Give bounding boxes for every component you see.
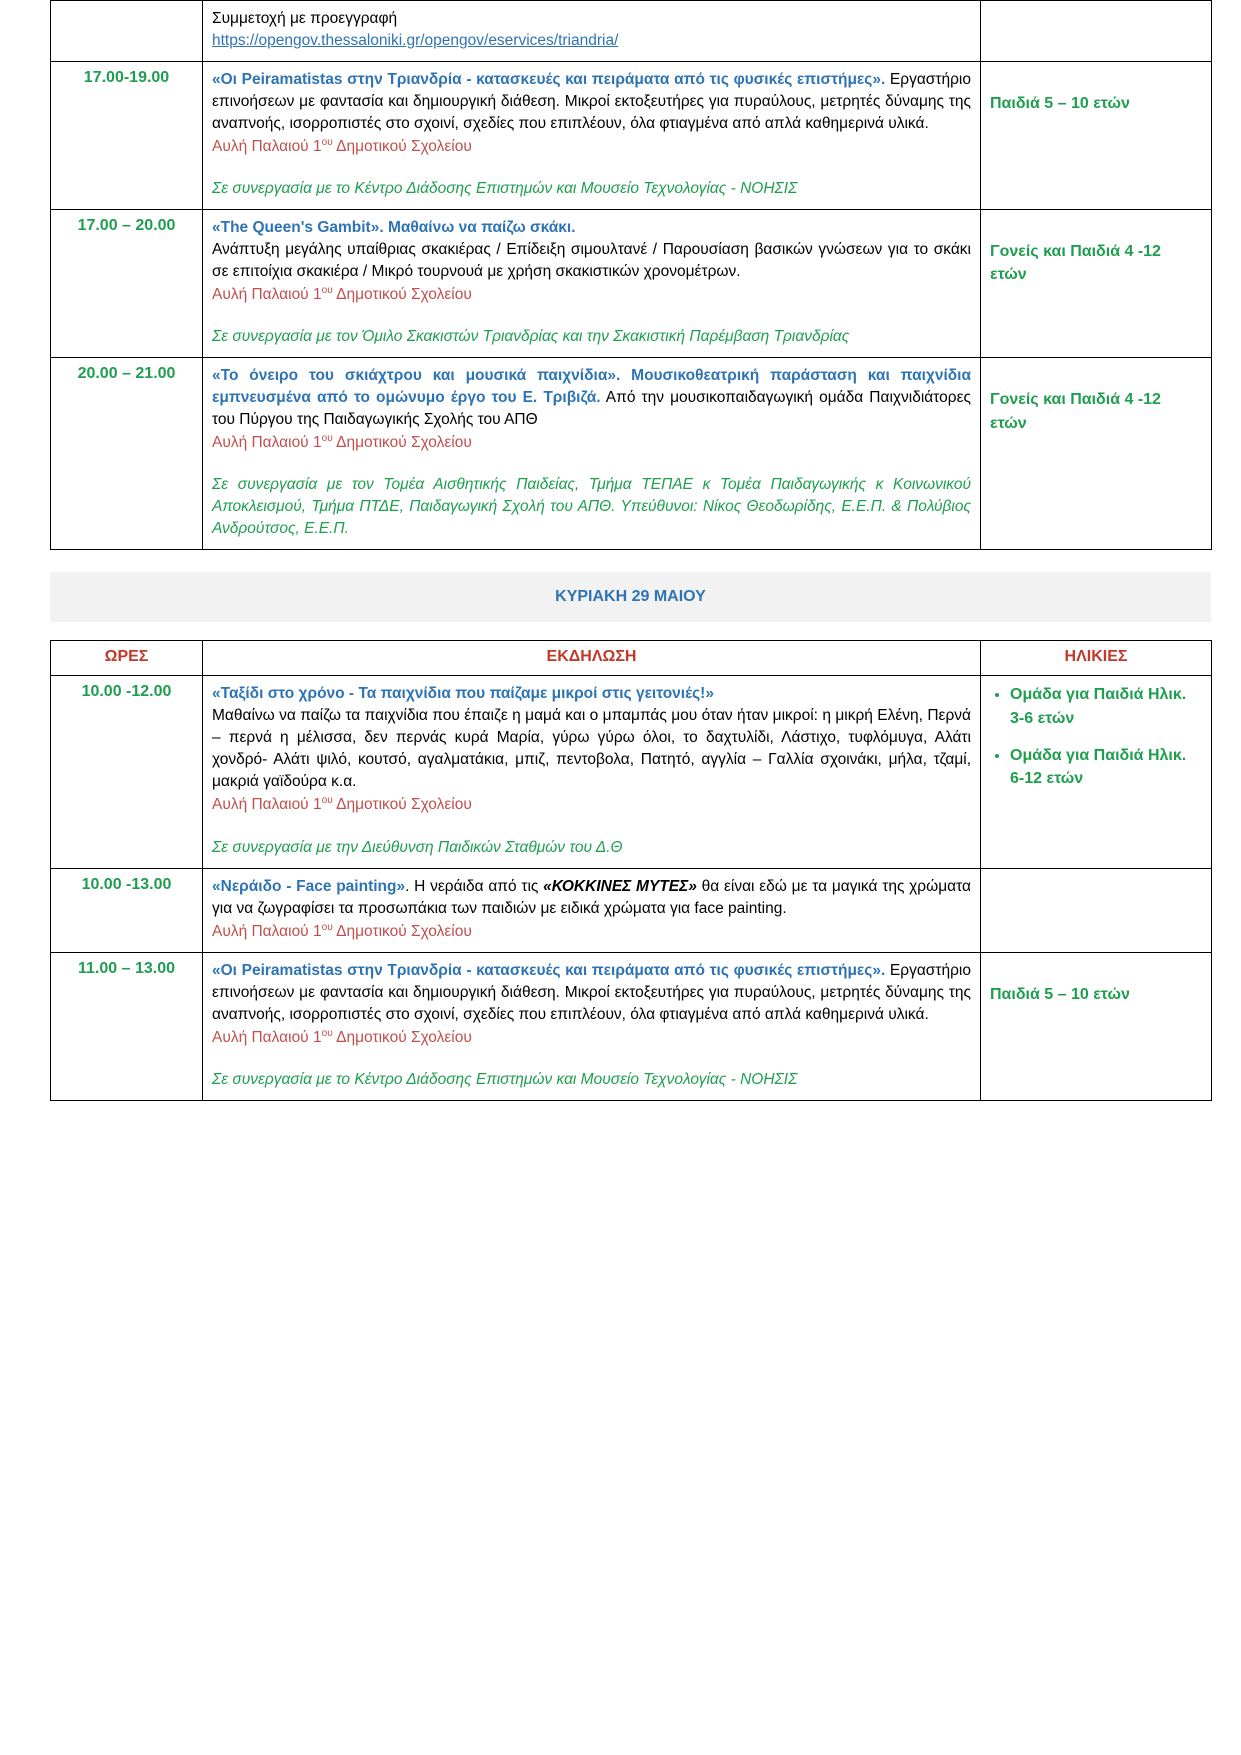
row-ages: Γονείς και Παιδιά 4 -12 ετών <box>981 210 1212 358</box>
place-prefix: Αυλή Παλαιού 1 <box>212 796 322 814</box>
row-event <box>203 1 981 62</box>
row-hours: 17.00-19.00 <box>51 62 203 210</box>
row-event <box>203 952 981 1100</box>
row-ages: Γονείς και Παιδιά 4 -12 ετών <box>981 358 1212 550</box>
row-hours: 10.00 -12.00 <box>51 676 203 868</box>
table-row <box>51 676 1212 868</box>
event-body-b: θα είναι εδώ με τα μαγικά της χρώματα για να ζωγραφίσει τα προσωπάκια των παιδιών με ειδικά χρώματα για face painting. <box>212 877 971 917</box>
table-row <box>51 952 1212 1100</box>
event-title: «Ταξίδι στο χρόνο - Τα παιχνίδια που παίζαμε μικροί στις γειτονιές!» <box>212 685 714 703</box>
place-ordinal: ου <box>321 795 333 807</box>
table-header-row <box>51 641 1212 676</box>
event-place <box>212 284 971 306</box>
schedule-table-saturday <box>50 0 1212 550</box>
place-suffix: Δημοτικού Σχολείου <box>332 1028 472 1046</box>
place-suffix: Δημοτικού Σχολείου <box>332 434 472 452</box>
place-ordinal: ου <box>321 433 333 445</box>
place-ordinal: ου <box>321 285 333 297</box>
place-prefix: Αυλή Παλαιού 1 <box>212 138 322 156</box>
row-event <box>203 358 981 550</box>
event-cooperation: Σε συνεργασία με τον Όμιλο Σκακιστών Τριανδρίας και την Σκακιστική Παρέμβαση Τριανδρίας <box>212 328 850 346</box>
list-item: • Ομάδα για Παιδιά Ηλικ. 3-6 ετών <box>1010 683 1202 729</box>
table-row <box>51 358 1212 550</box>
table-row <box>51 1 1212 62</box>
event-body: Ανάπτυξη μεγάλης υπαίθριας σκακιέρας / Επίδειξη σιμουλτανέ / Παρουσίαση βασικών γνώσεων για το σκάκι σε επιτοίχια σκακιέρα / Μικρό τουρνουά με χρήση σκακιστικών χρονομέτρων. <box>212 241 971 281</box>
row-event <box>203 868 981 952</box>
place-prefix: Αυλή Παλαιού 1 <box>212 286 322 304</box>
event-title: «Νεράιδο - Face painting» <box>212 877 406 895</box>
event-place <box>212 432 971 454</box>
header-hours: ΩΡΕΣ <box>51 641 203 676</box>
place-suffix: Δημοτικού Σχολείου <box>332 922 472 940</box>
event-body: Εργαστήριο επινοήσεων με φαντασία και δημιουργική διάθεση. Μικροί εκτοξευτήρες για πυραύλους, μετρητές δύναμης της αναπνοής, ισορροπιστές στο σχοινί, σχεδίες που επιπλέουν, όλα φτιαγμένα από απλά καθημερινά υλικά. <box>212 961 971 1023</box>
place-prefix: Αυλή Παλαιού 1 <box>212 1028 322 1046</box>
event-cooperation: Σε συνεργασία με την Διεύθυνση Παιδικών Σταθμών του Δ.Θ <box>212 838 623 856</box>
event-cooperation: Σε συνεργασία με το Κέντρο Διάδοσης Επιστημών και Μουσείο Τεχνολογίας - ΝΟΗΣΙΣ <box>212 1070 798 1088</box>
event-cooperation: Σε συνεργασία με τον Τομέα Αισθητικής Παιδείας, Τμήμα ΤΕΠΑΕ κ Τομέα Παιδαγωγικής κ Κοινωνικού Αποκλεισμού, Τμήμα ΠΤΔΕ, Παιδαγωγική Σχολή του ΑΠΘ. Υπεύθυνοι: Νίκος Θεοδωρίδης, Ε.Ε.Π. & Πολύβιος Ανδρούτσος, Ε.Ε.Π. <box>212 476 971 538</box>
event-body-a: . Η νεράιδα από τις <box>405 877 544 895</box>
row-event <box>203 62 981 210</box>
place-prefix: Αυλή Παλαιού 1 <box>212 922 322 940</box>
event-cooperation: Σε συνεργασία με το Κέντρο Διάδοσης Επιστημών και Μουσείο Τεχνολογίας - ΝΟΗΣΙΣ <box>212 180 798 198</box>
event-body-emphasis: «ΚΟΚΚΙΝΕΣ ΜΥΤΕΣ» <box>543 877 697 895</box>
event-title: «The Queen's Gambit». Μαθαίνω να παίζω σκάκι. <box>212 219 576 237</box>
age-group-list <box>990 683 1202 790</box>
place-prefix: Αυλή Παλαιού 1 <box>212 434 322 452</box>
table-row <box>51 210 1212 358</box>
event-place <box>212 1027 971 1049</box>
event-body: Μαθαίνω να παίζω τα παιχνίδια που έπαιζε η μαμά και ο μπαμπάς μου όταν ήταν μικροί: η μικρή Ελένη, Περνά – περνά η μέλισσα, δεν περνάς κυρά Μαρία, γύρω γύρω όλοι, το δαχτυλίδι, Λάστιχο, τυφλόμυγα, Αλάτι χονδρό- Αλάτι ψιλό, κουτσό, αγαλματάκια, μπιζ, πεντοβολα, Πατητό, αγγλία – Γαλλία σχοινάκι, μήλα, τζαμί, μακριά γαϊδούρα κ.α. <box>212 707 971 791</box>
event-place <box>212 136 971 158</box>
row-ages: Παιδιά 5 – 10 ετών <box>981 952 1212 1100</box>
row-ages <box>981 676 1212 868</box>
row-hours: 17.00 – 20.00 <box>51 210 203 358</box>
day-banner: ΚΥΡΙΑΚΗ 29 ΜΑΙΟΥ <box>50 572 1211 622</box>
registration-link[interactable]: https://opengov.thessaloniki.gr/opengov/eservices/triandria/ <box>212 32 619 49</box>
row-hours <box>51 1 203 62</box>
event-title: «Το όνειρο του σκιάχτρου και μουσικά παιχνίδια». Μουσικοθεατρική παράσταση και παιχνίδια εμπνευσμένα από το ομώνυμο έργο του Ε. Τριβιζά. <box>212 367 971 407</box>
row-ages <box>981 868 1212 952</box>
header-ages: ΗΛΙΚΙΕΣ <box>981 641 1212 676</box>
row-hours: 11.00 – 13.00 <box>51 952 203 1100</box>
row-hours: 10.00 -13.00 <box>51 868 203 952</box>
place-ordinal: ου <box>321 921 333 933</box>
place-ordinal: ου <box>321 137 333 148</box>
place-suffix: Δημοτικού Σχολείου <box>332 286 472 304</box>
row-ages <box>981 1 1212 62</box>
schedule-table-sunday <box>50 640 1212 1100</box>
event-body: Από την μουσικοπαιδαγωγική ομάδα Παιχνιδιάτορες του Πύργου της Παιδαγωγικής Σχολής του ΑΠΘ <box>212 389 971 429</box>
table-row <box>51 868 1212 952</box>
row-hours: 20.00 – 21.00 <box>51 358 203 550</box>
place-ordinal: ου <box>321 1027 333 1039</box>
row-event <box>203 676 981 868</box>
header-event: ΕΚΔΗΛΩΣΗ <box>203 641 981 676</box>
event-place <box>212 921 971 943</box>
event-place <box>212 794 971 816</box>
place-suffix: Δημοτικού Σχολείου <box>332 796 472 814</box>
participation-label: Συμμετοχή με προεγγραφή <box>212 10 398 27</box>
row-event <box>203 210 981 358</box>
event-title: «Οι Peiramatistas στην Τριανδρία - κατασκευές και πειράματα από τις φυσικές επιστήμες». <box>212 961 886 979</box>
place-suffix: Δημοτικού Σχολείου <box>332 138 472 156</box>
event-title: «Οι Peiramatistas στην Τριανδρία - κατασκευές και πειράματα από τις φυσικές επιστήμες». <box>212 71 886 88</box>
row-ages: Παιδιά 5 – 10 ετών <box>981 62 1212 210</box>
table-row <box>51 62 1212 210</box>
event-body: Εργαστήριο επινοήσεων με φαντασία και δημιουργική διάθεση. Μικροί εκτοξευτήρες για πυραύλους, μετρητές δύναμης της αναπνοής, ισορροπιστές στο σχοινί, σχεδίες που επιπλέουν, όλα φτιαγμένα από απλά καθημερινά υλικά. <box>212 71 971 132</box>
list-item: • Ομάδα για Παιδιά Ηλικ. 6-12 ετών <box>1010 744 1202 790</box>
